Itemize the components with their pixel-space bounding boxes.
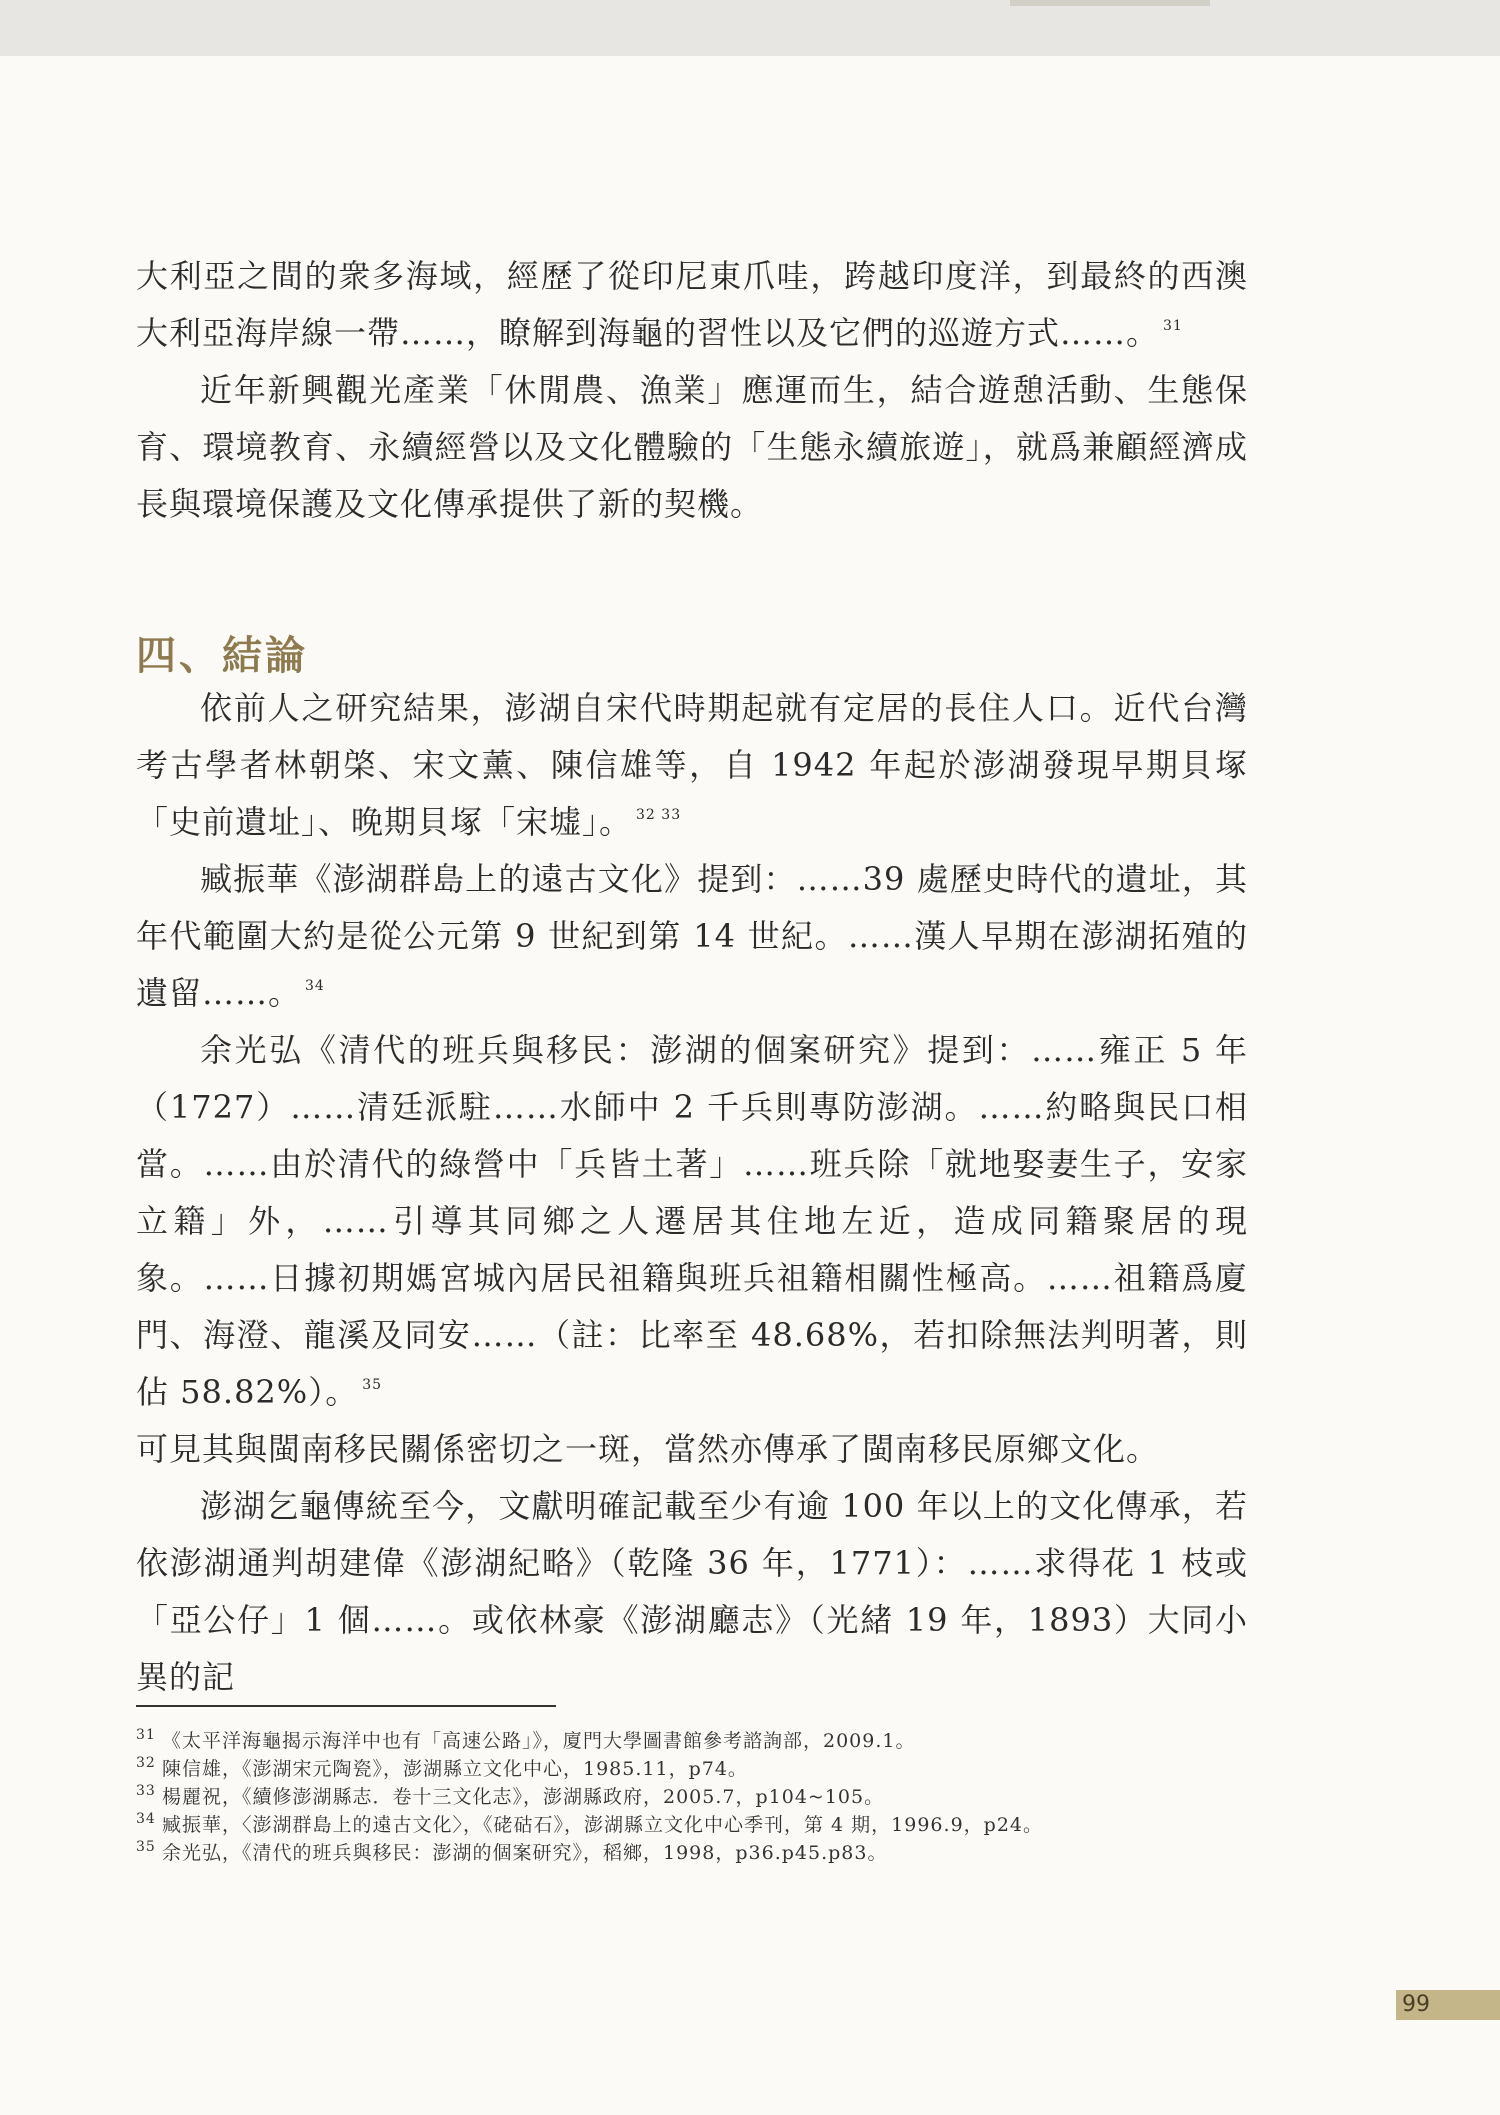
paragraph-settlement: 依前人之研究結果，澎湖自宋代時期起就有定居的長住人口。近代台灣考古學者林朝棨、宋文薰、陳信雄等，自 1942 年起於澎湖發現早期貝塚「史前遺址」、晚期貝塚「宋墟」。 $^{32 33}$ bbox=[136, 689, 1248, 841]
paragraph-archaeology: 臧振華《澎湖群島上的遠古文化》提到：……39 處歷史時代的遺址，其年代範圍大約是從公元第 9 世紀到第 14 世紀。……漢人早期在澎湖拓殖的遺留……。 $^{34}$ bbox=[136, 860, 1248, 1012]
footnote-divider bbox=[136, 1705, 556, 1707]
footnote-35: 35 余光弘，《清代的班兵與移民：澎湖的個案研究》，稻鄉，1998，p36.p45.p83。 bbox=[136, 1839, 888, 1864]
paragraph-continued: 大利亞之間的衆多海域，經歷了從印尼東爪哇，跨越印度洋，到最終的西澳大利亞海岸線一帶……，瞭解到海龜的習性以及它們的巡遊方式……。 $^{31}$ bbox=[136, 257, 1248, 352]
page-top-band bbox=[0, 0, 1500, 56]
footnote-ref-35: 35 bbox=[362, 1377, 383, 1393]
footnote-31: 31 《太平洋海龜揭示海洋中也有「高速公路」》，廈門大學圖書館參考諮詢部，2009.1。 bbox=[136, 1727, 916, 1752]
footnote-ref-32-33: 32 33 bbox=[636, 807, 682, 823]
paragraph-garrison: 余光弘《清代的班兵與移民：澎湖的個案研究》提到：……雍正 5 年（1727）……清廷派駐……水師中 2 千兵則專防澎湖。……約略與民口相當。……由於清代的綠營中「兵皆土著」……班兵除「就地娶妻生子，安家立籍」外，……引導其同鄉之人遷居其住地左近，造成同籍聚居的現象。……日據初期媽宮城內居民祖籍與班兵祖籍相關性極高。……祖籍爲廈門、海澄、龍溪及同安……（註：比率至 48.68%，若扣除無法判明著，則佔 58.82%）。 $^{35}$ 可見其與閩南移民關係密切之一斑，當然亦傳承了閩南移民原鄉文化。 bbox=[136, 1031, 1248, 1468]
footnote-33: 33 楊麗祝，《續修澎湖縣志．卷十三文化志》，澎湖縣政府，2005.7，p104~105。 bbox=[136, 1783, 885, 1808]
footnote-ref-31: 31 bbox=[1163, 318, 1183, 334]
footnotes bbox=[136, 1705, 1248, 1867]
paragraph-tourism: 近年新興觀光產業「休閒農、漁業」應運而生，結合遊憩活動、生態保育、環境教育、永續經營以及文化體驗的「生態永續旅遊」，就爲兼顧經濟成長與環境保護及文化傳承提供了新的契機。 bbox=[136, 371, 1248, 523]
paragraph-turtle-tradition: 澎湖乞龜傳統至今，文獻明確記載至少有逾 100 年以上的文化傳承，若依澎湖通判胡建偉《澎湖紀略》（乾隆 36 年，1771）：……求得花 1 枝或「亞公仔」1 個……。或依林豪《澎湖廳志》（光緒 19 年，1893）大同小異的記 bbox=[136, 1487, 1248, 1696]
main-content bbox=[136, 248, 1248, 1706]
section-title: 四、結論 bbox=[136, 633, 308, 679]
footnote-ref-34: 34 bbox=[305, 978, 325, 994]
footnote-34: 34 臧振華，〈澎湖群島上的遠古文化〉，《硓𥑮石》，澎湖縣立文化中心季刊，第 4 期，1996.9，p24。 bbox=[136, 1811, 1043, 1836]
footnote-32: 32 陳信雄，《澎湖宋元陶瓷》，澎湖縣立文化中心，1985.11，p74。 bbox=[136, 1755, 748, 1780]
page-number: 99 bbox=[1396, 1990, 1500, 2020]
